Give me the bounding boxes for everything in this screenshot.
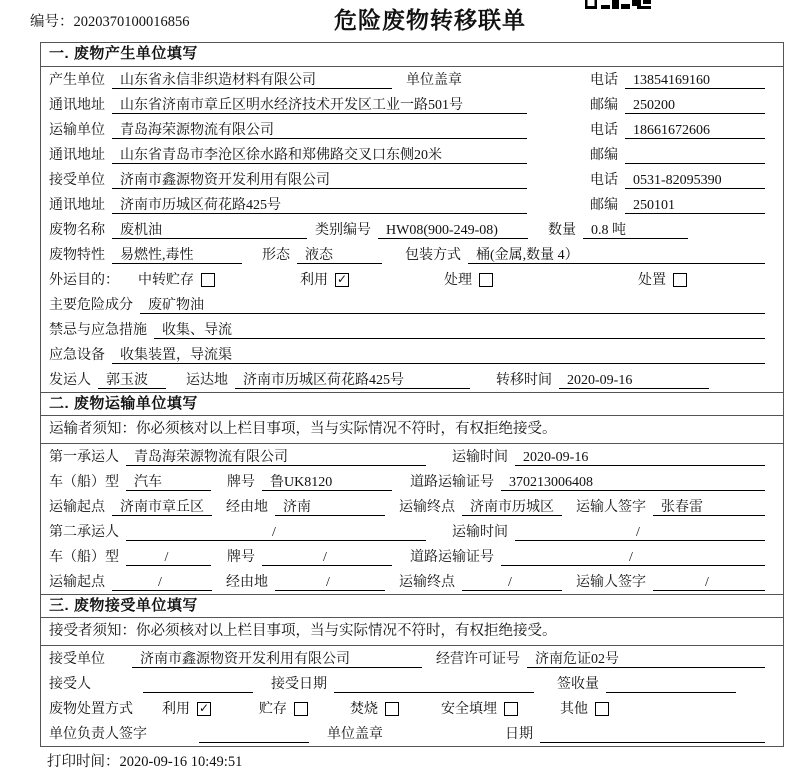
doc-number — [30, 10, 190, 31]
field-label: 牌号 — [227, 475, 255, 490]
row-receiver-address — [41, 192, 783, 217]
field-label: 邮编 — [590, 98, 618, 113]
unit-seal-label: 单位盖章 — [406, 73, 462, 88]
row-waste-properties — [41, 242, 783, 267]
doc-number-value: 2020370100016856 — [73, 14, 190, 30]
section-note-3: 接受者须知：你必须核对以上栏目事项，当与实际情况不符时，有权拒绝接受。 — [41, 618, 783, 646]
row-hazard-components — [41, 292, 783, 317]
check-mark-icon: ✓ — [336, 271, 348, 286]
main-hazard-components: 废矿物油 — [140, 297, 765, 314]
via-1: 济南 — [275, 499, 385, 516]
section-title-3: 三. 废物接受单位填写 — [41, 594, 783, 618]
field-label: 运输起点 — [49, 500, 105, 515]
print-time-value: 2020-09-16 10:49:51 — [119, 754, 243, 770]
field-label: 外运目的： — [49, 273, 119, 288]
transport-address: 山东省青岛市李沧区徐水路和郑佛路交叉口东侧20米 — [112, 147, 527, 164]
producer-phone: 13854169160 — [625, 72, 765, 89]
terminus-1: 济南市历城区 — [462, 499, 562, 516]
transport-phone: 18661672606 — [625, 122, 765, 139]
field-label: 形态 — [262, 248, 290, 263]
field-label: 废物处置方式 — [49, 702, 133, 717]
field-label: 电话 — [590, 123, 618, 138]
row-dispatch — [41, 367, 783, 392]
origin-1: 济南市章丘区 — [112, 499, 212, 516]
row-transport-unit — [41, 117, 783, 142]
via-2: / — [275, 574, 385, 591]
field-label: 接受单位 — [49, 652, 105, 667]
disposal-other — [560, 701, 609, 718]
purpose-treat — [444, 272, 493, 289]
disposal-other-checkbox — [595, 702, 609, 716]
origin-2: / — [112, 574, 212, 591]
row-transfer-purpose — [41, 267, 783, 292]
field-label: 通讯地址 — [49, 98, 105, 113]
field-label: 运达地 — [186, 373, 228, 388]
sign-date — [540, 726, 765, 743]
unit-seal-label: 单位盖章 — [327, 727, 383, 742]
disposal-utilize-label: 利用 — [162, 702, 190, 717]
field-label: 经营许可证号 — [436, 652, 520, 667]
field-label: 运输终点 — [399, 500, 455, 515]
row-emergency-equipment — [41, 342, 783, 367]
field-label: 道路运输证号 — [410, 550, 494, 565]
row-accept-person — [41, 671, 783, 696]
disposal-store — [259, 701, 308, 718]
field-label: 通讯地址 — [49, 198, 105, 213]
second-carrier: / — [126, 524, 426, 541]
field-label: 第二承运人 — [49, 525, 119, 540]
receiver-postcode: 250101 — [625, 197, 765, 214]
purpose-dispose-checkbox — [673, 273, 687, 287]
field-label: 邮编 — [590, 198, 618, 213]
field-label: 经由地 — [226, 575, 268, 590]
row-responsible-signature — [41, 721, 783, 746]
purpose-utilize-label: 利用 — [300, 273, 328, 288]
field-label: 邮编 — [590, 148, 618, 163]
row-producer-unit — [41, 67, 783, 92]
field-label: 转移时间 — [496, 373, 552, 388]
transport-postcode — [625, 147, 765, 164]
row-route-1 — [41, 494, 783, 519]
field-label: 禁忌与应急措施 — [49, 323, 147, 338]
disposal-landfill — [441, 701, 518, 718]
transfer-date: 2020-09-16 — [559, 372, 709, 389]
row-emergency-measures — [41, 317, 783, 342]
receiver-phone: 0531-82095390 — [625, 172, 765, 189]
row-accept-unit — [41, 646, 783, 671]
field-label: 包装方式 — [405, 248, 461, 263]
row-transport-address — [41, 142, 783, 167]
field-label: 车（船）型 — [49, 475, 119, 490]
plate-no-1: 鲁UK8120 — [262, 474, 392, 491]
section-note-2: 运输者须知：你必须核对以上栏目事项，当与实际情况不符时，有权拒绝接受。 — [41, 416, 783, 444]
vehicle-type-2: / — [126, 549, 211, 566]
purpose-transit-storage — [138, 272, 215, 289]
row-waste-name — [41, 217, 783, 242]
field-label: 电话 — [590, 73, 618, 88]
print-time-label: 打印时间： — [47, 754, 120, 770]
emergency-measures: 收集、导流 — [154, 322, 765, 339]
accept-unit: 济南市鑫源物资开发利用有限公司 — [132, 651, 422, 668]
field-label: 运输起点 — [49, 575, 105, 590]
check-mark-icon: ✓ — [198, 700, 210, 715]
row-producer-address — [41, 92, 783, 117]
purpose-transit-storage-label: 中转贮存 — [138, 273, 194, 288]
accept-date — [334, 676, 534, 693]
received-amount — [606, 676, 736, 693]
receiver-address: 济南市历城区荷花路425号 — [112, 197, 527, 214]
transport-company: 青岛海荣源物流有限公司 — [112, 122, 527, 139]
receiver-company: 济南市鑫源物资开发利用有限公司 — [112, 172, 527, 189]
field-label: 运输时间 — [452, 525, 508, 540]
purpose-treat-checkbox — [479, 273, 493, 287]
field-label: 日期 — [505, 727, 533, 742]
waste-characteristics: 易燃性,毒性 — [112, 247, 242, 264]
field-label: 车（船）型 — [49, 550, 119, 565]
field-label: 电话 — [590, 173, 618, 188]
purpose-dispose-label: 处置 — [638, 273, 666, 288]
transport-date-2: / — [515, 524, 765, 541]
field-label: 产生单位 — [49, 73, 105, 88]
disposal-store-label: 贮存 — [259, 702, 287, 717]
first-carrier: 青岛海荣源物流有限公司 — [126, 449, 426, 466]
row-disposal-method — [41, 696, 783, 721]
section-title-1: 一. 废物产生单位填写 — [41, 43, 783, 67]
disposal-other-label: 其他 — [560, 702, 588, 717]
field-label: 单位负责人签字 — [49, 727, 147, 742]
purpose-utilize-checkbox — [335, 273, 349, 287]
waste-category-code: HW08(900-249-08) — [378, 222, 528, 239]
purpose-transit-storage-checkbox — [201, 273, 215, 287]
field-label: 运输人签字 — [576, 500, 646, 515]
producer-postcode: 250200 — [625, 97, 765, 114]
field-label: 类别编号 — [315, 223, 371, 238]
doc-number-label: 编号： — [30, 14, 74, 30]
disposal-landfill-checkbox — [504, 702, 518, 716]
waste-form: 液态 — [297, 247, 382, 264]
carrier-signature-2: / — [653, 574, 765, 591]
field-label: 接受日期 — [271, 677, 327, 692]
purpose-utilize — [300, 272, 349, 289]
disposal-store-checkbox — [294, 702, 308, 716]
field-label: 应急设备 — [49, 348, 105, 363]
accept-person — [143, 676, 253, 693]
plate-no-2: / — [262, 549, 392, 566]
carrier-signature-1: 张春雷 — [653, 499, 765, 516]
license-no: 济南危证02号 — [527, 651, 765, 668]
producer-name: 山东省永信非织造材料有限公司 — [112, 72, 392, 89]
producer-address: 山东省济南市章丘区明水经济技术开发区工业一路501号 — [112, 97, 527, 114]
terminus-2: / — [462, 574, 562, 591]
field-label: 运输时间 — [452, 450, 508, 465]
disposal-incinerate — [350, 701, 399, 718]
field-label: 发运人 — [49, 373, 91, 388]
vehicle-type-1: 汽车 — [126, 474, 211, 491]
row-vehicle-1 — [41, 469, 783, 494]
disposal-incinerate-checkbox — [385, 702, 399, 716]
road-permit-1: 370213006408 — [501, 474, 765, 491]
disposal-incinerate-label: 焚烧 — [350, 702, 378, 717]
disposal-utilize-checkbox — [197, 702, 211, 716]
field-label: 主要危险成分 — [49, 298, 133, 313]
disposal-landfill-label: 安全填埋 — [441, 702, 497, 717]
transport-date-1: 2020-09-16 — [515, 449, 765, 466]
field-label: 通讯地址 — [49, 148, 105, 163]
row-vehicle-2 — [41, 544, 783, 569]
dispatcher-name: 郭玉波 — [98, 372, 166, 389]
section-title-2: 二. 废物运输单位填写 — [41, 392, 783, 416]
field-label: 接受人 — [49, 677, 91, 692]
waste-name: 废机油 — [112, 222, 307, 239]
destination: 济南市历城区荷花路425号 — [235, 372, 470, 389]
field-label: 接受单位 — [49, 173, 105, 188]
field-label: 牌号 — [227, 550, 255, 565]
field-label: 签收量 — [557, 677, 599, 692]
field-label: 经由地 — [226, 500, 268, 515]
road-permit-2: / — [501, 549, 765, 566]
disposal-utilize — [162, 701, 211, 718]
field-label: 废物名称 — [49, 223, 105, 238]
row-first-carrier — [41, 444, 783, 469]
page-title: 危险废物转移联单 — [334, 7, 526, 33]
field-label: 数量 — [548, 223, 576, 238]
field-label: 运输单位 — [49, 123, 105, 138]
field-label: 废物特性 — [49, 248, 105, 263]
responsible-signature — [199, 726, 309, 743]
row-route-2 — [41, 569, 783, 594]
field-label: 运输人签字 — [576, 575, 646, 590]
row-second-carrier — [41, 519, 783, 544]
emergency-equipment: 收集装置，导流渠 — [112, 347, 765, 364]
form-table — [40, 42, 784, 747]
purpose-dispose — [638, 272, 687, 289]
purpose-treat-label: 处理 — [444, 273, 472, 288]
waste-packaging: 桶(金属,数量 4） — [468, 247, 765, 264]
field-label: 道路运输证号 — [410, 475, 494, 490]
row-receiver-unit — [41, 167, 783, 192]
field-label: 运输终点 — [399, 575, 455, 590]
field-label: 第一承运人 — [49, 450, 119, 465]
waste-quantity: 0.8 吨 — [583, 222, 688, 239]
qr-code-fragment — [585, 0, 651, 10]
